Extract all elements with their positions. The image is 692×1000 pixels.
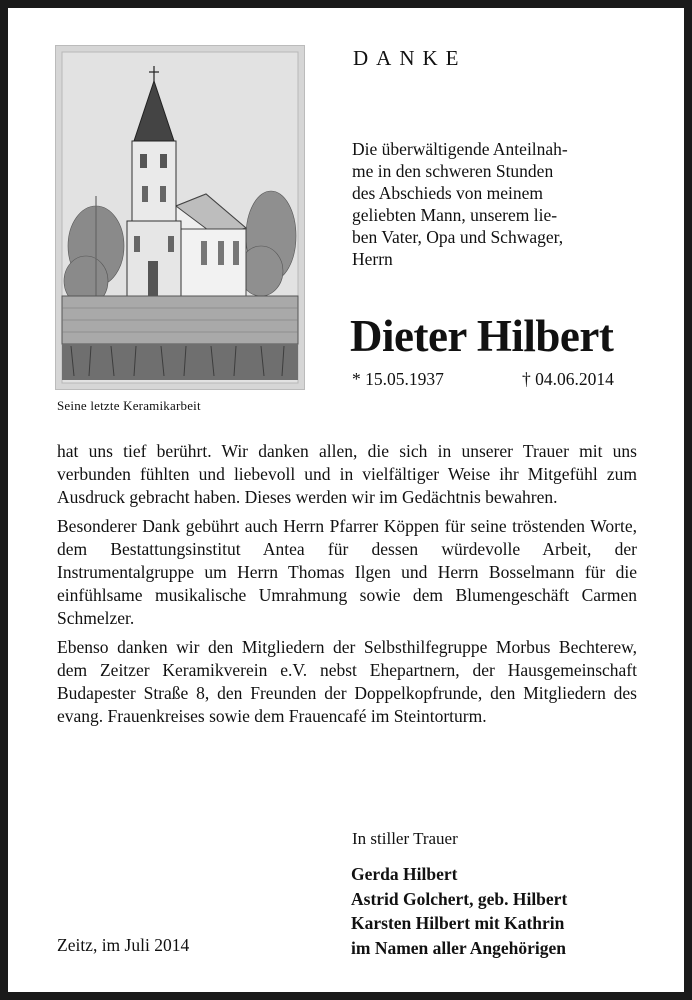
image-caption: Seine letzte Keramikarbeit xyxy=(57,398,201,413)
intro-line: des Abschieds von meinem xyxy=(352,183,544,203)
signatory: Karsten Hilbert mit Kathrin xyxy=(351,913,565,933)
intro-line: me in den schweren Stunden xyxy=(352,161,554,181)
intro-line: geliebten Mann, unserem lie- xyxy=(352,205,558,225)
intro-line: Die überwältigende Anteilnah- xyxy=(352,139,568,159)
intro-text xyxy=(352,138,639,270)
birth-date: * 15.05.1937 xyxy=(352,369,444,389)
church-ceramic-image xyxy=(55,45,305,390)
page-title: DANKE xyxy=(353,46,467,70)
signatory: im Namen aller Angehörigen xyxy=(351,937,567,958)
intro-line: ben Vater, Opa und Schwager, xyxy=(352,227,564,247)
deceased-name: Dieter Hilbert xyxy=(350,311,614,361)
signatory: Astrid Golchert, geb. Hilbert xyxy=(351,888,568,909)
place-date: Zeitz, im Juli 2014 xyxy=(57,935,190,955)
closing-phrase: In stiller Trauer xyxy=(352,829,458,848)
paragraph: Ebenso danken wir den Mitgliedern der Selbsthilfegruppe Morbus Bechterew, dem Zeitzer Keramikverein e.V. nebst Ehepartnern, der Hausgemeinschaft Budapester Straße 8, den Freunden der Doppelkopfrunde, den Mitgliedern des evang. Frauenkreises sowie dem Frauencafé im Steintorturm. xyxy=(57,637,637,726)
signatories xyxy=(351,862,567,960)
paragraph: hat uns tief berührt. Wir danken allen, die sich in unserer Trauer mit uns verbunden fühlten und liebevoll und in vielfältiger Weise ihr Mitgefühl zum Ausdruck gebracht haben. Dieses werden wir im Gedächtnis bewahren. xyxy=(57,441,637,507)
body-text xyxy=(57,440,637,735)
death-date: † 04.06.2014 xyxy=(522,369,614,389)
intro-line: Herrn xyxy=(352,249,393,269)
signatory: Gerda Hilbert xyxy=(351,864,458,884)
paragraph: Besonderer Dank gebührt auch Herrn Pfarrer Köppen für seine tröstenden Worte, dem Bestattungsinstitut Antea für dessen würdevolle Arbeit, der Instrumentalgruppe um Herrn Thomas Ilgen und Herrn Bosselmann für die einfühlsame musikalische Umrahmung sowie dem Blumengeschäft Carmen Schmelzer. xyxy=(57,516,637,628)
